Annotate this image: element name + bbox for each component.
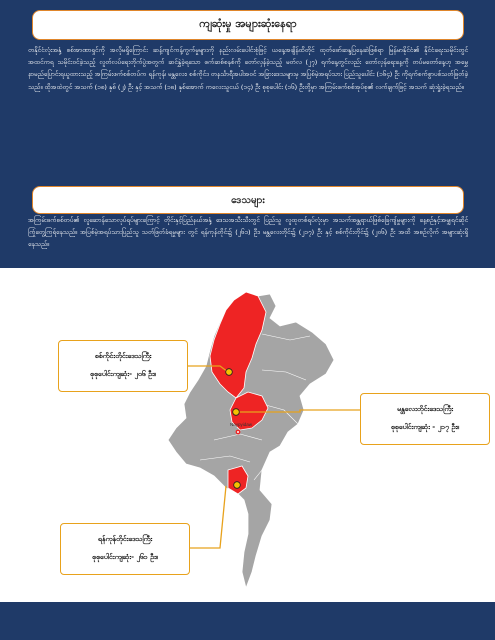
marker-yangon <box>234 482 241 489</box>
regions-paragraph: အကြမ်းဖက်စစ်တပ်၏ လူဆောန်သောလုပ်ရပ်များကြောင့် တိုင်းနှင့်ပြည်နယ်အနှံ့ ဒေသအသီးသီးတွင် ပြည်သူ လူထုတစ်ရပ်လုံးမှာ အသက်အန္တရာယ်ဖြစ်ခြေကျ်မှုများကို နေ့စဉ်နှင့်အမျှရင်ဆိုင်ကြုံတွေ့ကြရ်နေသည်။ အပြစ်မဲ့အရပ်သားပြည်သူ သတ်ဖြတ်ခံရမှုများ တွင် ရန်ကုန်တိုင်း၌ (၂၆၁) ဦး၊ မန္တလေးတိုင်း၌ (၂၁၇) ဦး နှင့် စစ်ကိုင်းတိုင်း၌ (၂၀၆) ဦး အထိ အစဉ်လိုက် အများဆုံးရှိနေသည်။ <box>28 216 468 249</box>
callout-region-name: မန္တလေးတိုင်းဒေသကြီး <box>397 405 453 413</box>
callout-death-count: စုစုပေါင်းကျဆုံး- ၂၆၁ ဦး။ <box>92 553 158 561</box>
section-title: ဒေသများ <box>231 194 265 206</box>
title-box <box>32 10 464 40</box>
marker-mandalay <box>233 409 240 416</box>
marker-sagaing <box>226 369 233 376</box>
callout-sagaing <box>58 340 188 392</box>
footer-bar <box>0 602 495 640</box>
section-title-box <box>32 186 464 214</box>
callout-region-name: စစ်ကိုင်းတိုင်းဒေသကြီး <box>94 352 152 360</box>
callout-region-name: ရန်ကုန်တိုင်းဒေသကြီး <box>97 535 153 543</box>
page-title: ကျဆုံးမှု အများဆုံးနေရာ <box>199 17 297 30</box>
capital-label: Naypyidaw <box>230 422 253 427</box>
callout-yangon <box>60 523 190 575</box>
callout-mandalay <box>360 393 490 445</box>
callout-death-count: စုစုပေါင်းကျဆုံး - ၂၁၇ ဦး။ <box>390 423 460 431</box>
intro-paragraph: တနိုင်ငံလုံးအနှံ့ စစ်အာဏာရှင်ကို အလိုမရှိကြောင်း ဆန့်ကျင်ကန့်ကွက်မှုများကို နည်းလမ်းပေါင်းစုံဖြင့် ယနေ့အချိန်ထိတိုင် ထုတ်ဖော်ဆန္ဒပြနေဆဲဖြစ်ရာ မြန်မာနိုင်ငံ၏ နိုင်ငံရေးသမိုင်းတွင် အထင်ကရ သမိုင်းဝင်ခဲ့သည့် လူတ်လပ်ရေးတိုက်ပွဲအတွက် ဆင်နွှဲခဲ့ရသော ဖက်ဆစ်စနစ်ကို တော်လှန်ခဲ့သည့် မတ်လ (၂၇) ရက်နေ့တွင်လည်း တော်လှန်ရေးနေ့ကို တပ်မတော်နေ့ဟု အမွှေနာမည်ပြောင်းရယူထားသည့် အကြမ်းဖက်စစ်တပ်က ရန်ကုန်၊ မန္တလေး၊ စစ်ကိုင်း၊ တနင်္သာရီအပါအဝင် အခြားဒေသများမှ အပြစ်မဲ့အရပ်သား ပြည်သူပေါင်း (၁၆၄) ဦး ကိုရက်စက်စွာပစ်သတ်ဖြတ်ခဲ့သည်။ ထိုအထဲတွင် အသက် (၁၈) နှစ် (၂) ဦး နှင့် အသက် (၁၈) နှစ်အောက် ကလေးသူငယ် (၁၄) ဦး စုစုပေါင်း (၁၆) ဦးတို့မှာ အကြမ်းဖက်စစ်အုပ်စု၏ လက်ချက်ဖြင့် အသက် ဆုံးရှုံးခဲ့ရသည်။ <box>28 46 468 91</box>
callout-death-count: စုစုပေါင်းကျဆုံး- ၂၀၆ ဦး။ <box>90 370 156 378</box>
